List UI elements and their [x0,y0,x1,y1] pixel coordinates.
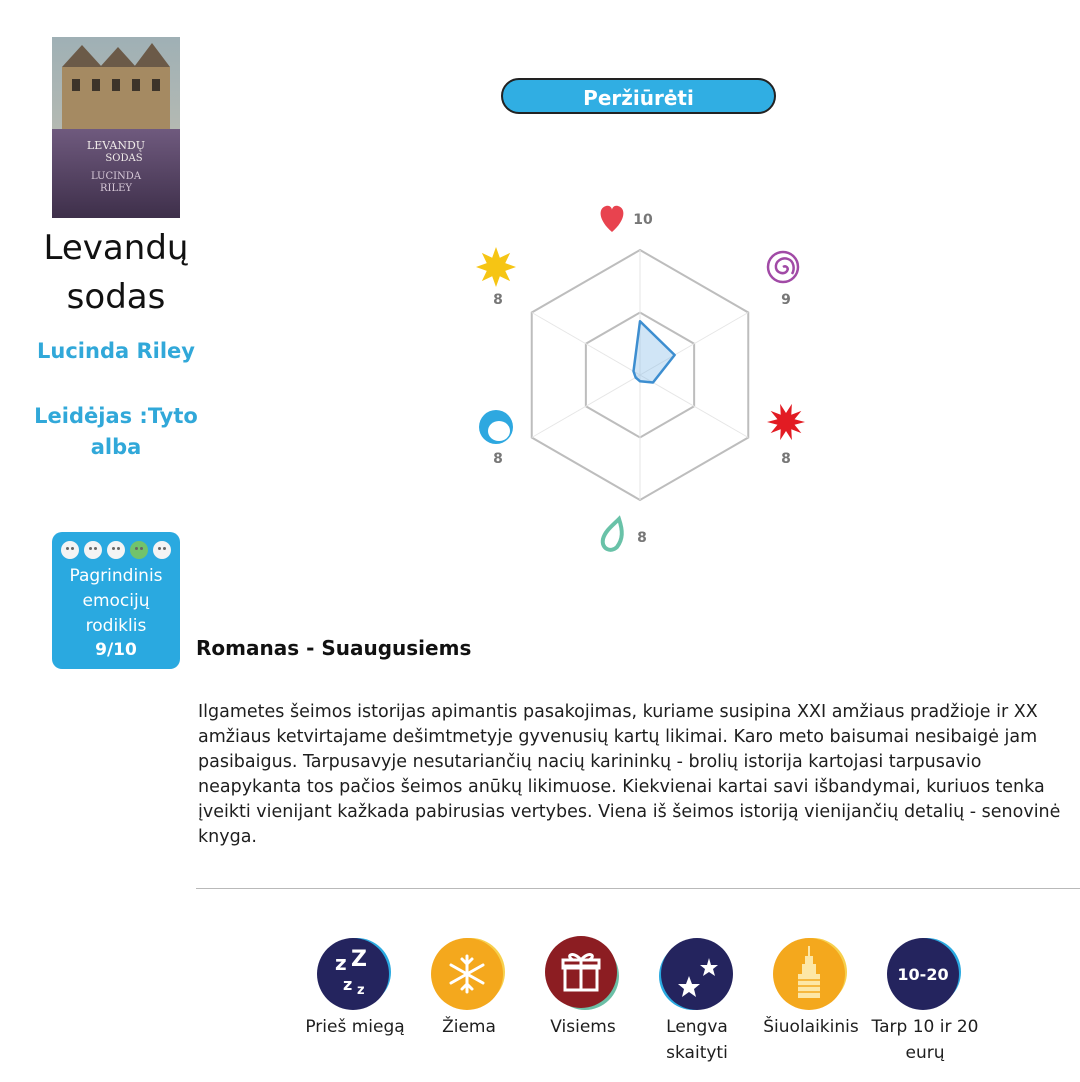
radar-axis-label: 8 [637,530,647,546]
svg-text:Z: Z [351,947,367,972]
book-cover[interactable] [52,37,180,218]
radar-series-polygon [634,321,675,382]
radar-axis-label: 9 [781,292,791,308]
spiral-icon [768,252,798,282]
emotion-score: 9/10 [95,640,137,660]
tag-label: Žiema [442,1017,496,1037]
tag-winter[interactable] [409,936,529,1040]
cover-title: LEVANDŲ [86,139,146,152]
radar-series [634,321,675,382]
emotion-label: Pagrindinis emocijų rodiklis [69,566,163,636]
book-title: Levandų sodas [43,228,189,317]
face-icon [107,541,125,559]
price-icon [887,936,963,1012]
face-icon [130,541,148,559]
cover-title-2: SODAS [105,153,143,164]
heart-icon [601,206,624,232]
svg-text:z: z [357,983,365,998]
tag-label: Lengva skaityti [666,1017,728,1063]
tower-icon [773,936,849,1012]
radar-axis-label: 8 [493,292,503,308]
face-icon [153,541,171,559]
tag-contemporary[interactable] [751,936,871,1040]
tag-label: Prieš miegą [305,1017,405,1037]
tag-label: Šiuolaikinis [763,1017,859,1037]
tag-before-sleep[interactable] [295,936,415,1040]
description: Ilgametes šeimos istorijas apimantis pasakojimas, kuriame susipina XXI amžiaus pradžioje ir XX amžiaus ketvirtajame dešimtmetyje gyvenusių kartų likimai. Karo meto baisumai nesibaigė jam pasibaigus. Tarpusavyje nesutariančių nacių karininkų - brolių istorija kartojasi tarpusavio neapykanta tos pačios šeimos anūkų likimuose. Kiekvienai kartai savi išbandymai, kuriuos tenka įveikti vienijant kažkada pabirusias vertybes. Viena iš šeimos istoriją vienijančių detalių - senovinė knyga. [198,702,1061,847]
snowflake-icon [431,936,507,1012]
tag-easy-read[interactable] [637,936,757,1066]
emotion-faces [52,541,180,559]
view-ratings-button[interactable]: Peržiūrėti įvertinimus/10 [501,78,776,114]
tag-label: Visiems [550,1017,616,1037]
face-icon [61,541,79,559]
radar-axis-label: 8 [781,451,791,467]
tag-everyone[interactable] [523,936,643,1040]
radar-chart [440,190,840,560]
svg-text:z: z [335,951,347,975]
cover-author: LUCINDA [90,171,142,182]
svg-text:z: z [343,975,353,994]
sun-icon [476,247,516,287]
sleep-icon [317,936,393,1012]
tag-price[interactable] [865,936,985,1066]
wave-icon [479,410,513,444]
book-publisher[interactable]: Leidėjas :Tyto alba [34,404,198,459]
tag-label: Tarp 10 ir 20 eurų [871,1017,979,1063]
divider [196,888,1080,889]
cover-author-2: RILEY [99,183,133,194]
face-icon [84,541,102,559]
price-badge: 10-20 [897,965,949,984]
radar-axis-label: 10 [633,212,653,228]
book-author[interactable]: Lucinda Riley [37,339,195,363]
stars-icon [659,936,735,1012]
radar-axis-label: 8 [493,451,503,467]
drop-icon [603,519,622,550]
emotion-indicator [52,532,180,669]
genre: Romanas - Suaugusiems [196,636,472,660]
gift-icon [545,936,621,1012]
explosion-icon [767,404,805,440]
